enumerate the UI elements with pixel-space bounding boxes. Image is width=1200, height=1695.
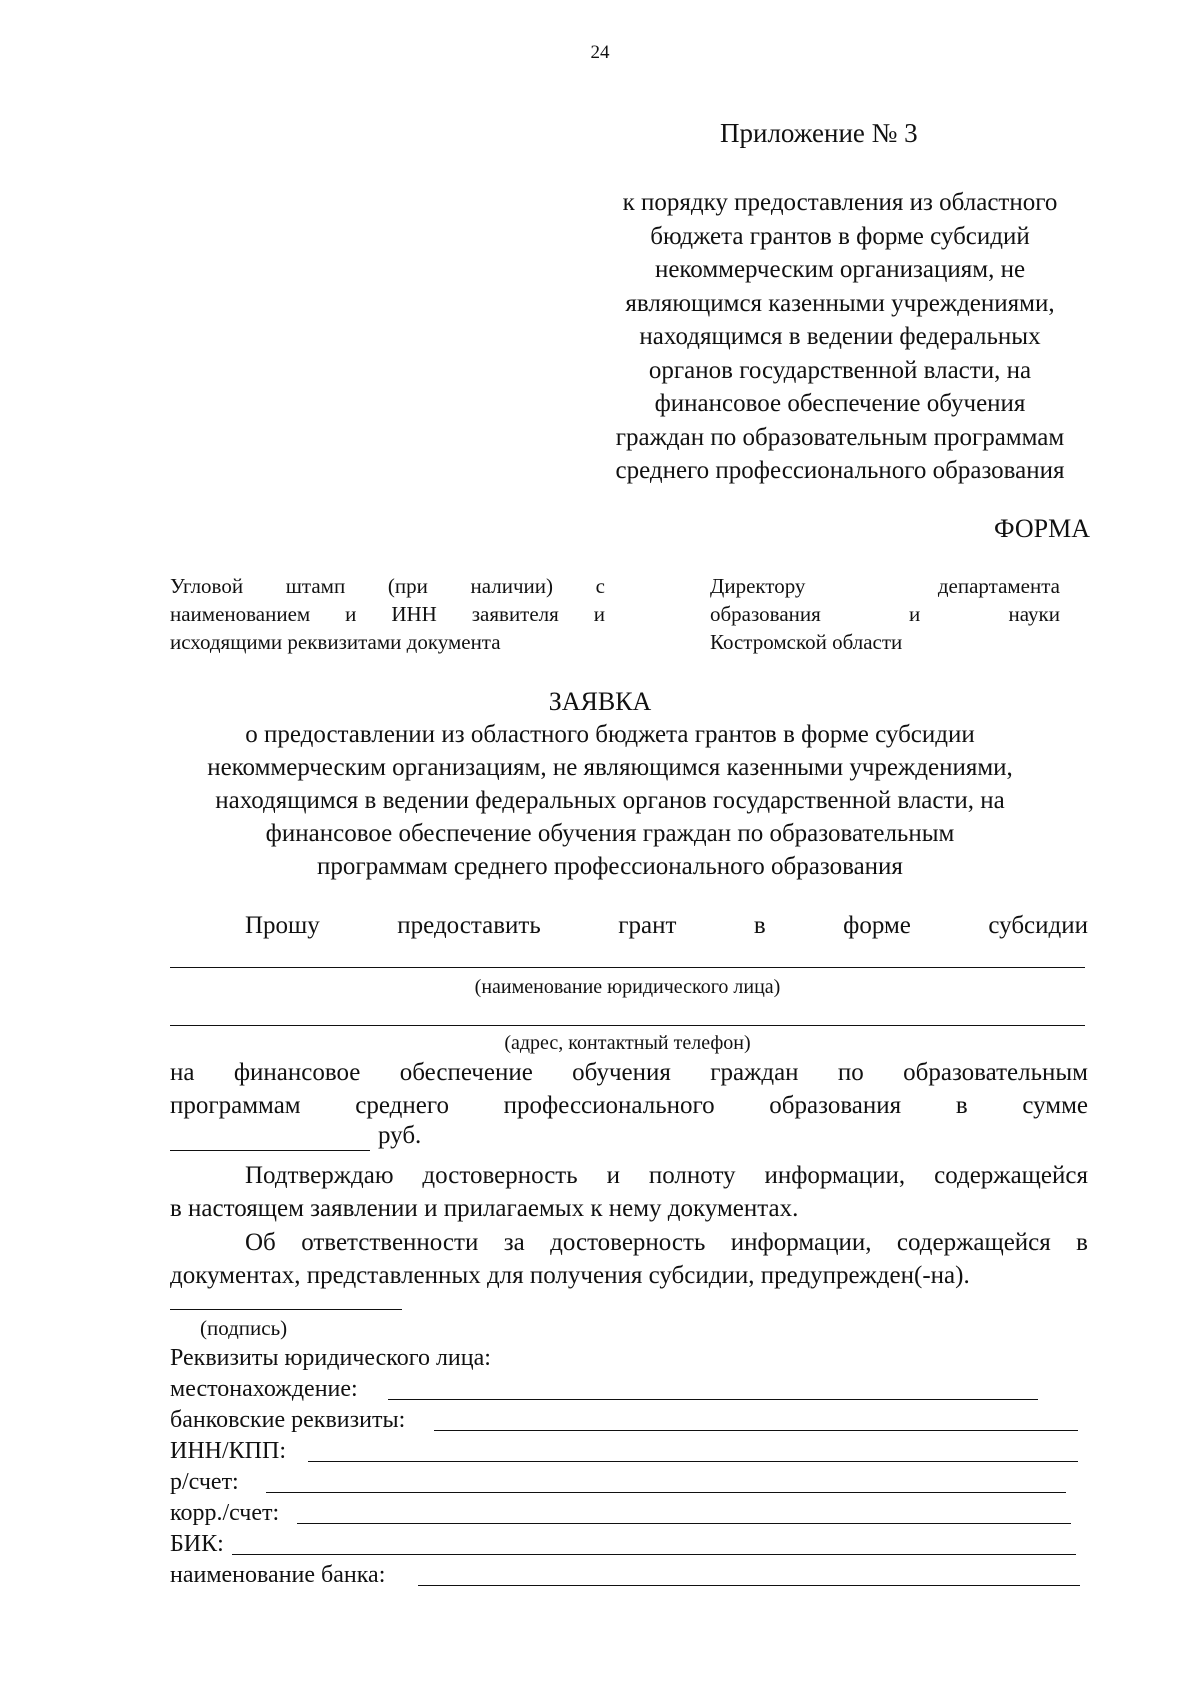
corr-account-field[interactable] (297, 1523, 1071, 1524)
confirm-line: в настоящем заявлении и прилагаемых к нему документах. (170, 1195, 799, 1222)
appendix-description-line: некоммерческим организациям, не (654, 256, 1026, 283)
corner-stamp-line: Угловой штамп (при наличии) с (170, 574, 605, 598)
bik-field[interactable] (232, 1554, 1076, 1555)
inn-kpp-label: ИНН/КПП: (170, 1438, 287, 1464)
bank-details-field[interactable] (434, 1430, 1078, 1431)
ask-line: Прошу предоставить грант в форме субсидии (245, 912, 1088, 939)
amount-field[interactable] (170, 1150, 370, 1151)
request-subtitle-line: финансовое обеспечение обучения граждан по образовательным (265, 820, 955, 847)
account-label: р/счет: (170, 1469, 239, 1495)
request-subtitle-line: некоммерческим организациям, не являющимся казенными учреждениями, (207, 754, 1013, 781)
responsibility-line: Об ответственности за достоверность информации, содержащейся в (245, 1229, 1088, 1256)
form-label: ФОРМА (994, 514, 1090, 543)
signature-caption: (подпись) (200, 1316, 288, 1340)
corner-stamp-line: наименованием и ИНН заявителя и (170, 602, 605, 626)
appendix-description-line: органов государственной власти, на (648, 356, 1032, 384)
legal-name-caption: (наименование юридического лица) (474, 976, 781, 998)
appendix-description-line: являющимся казенными учреждениями, (625, 289, 1055, 317)
addressee (710, 572, 1060, 656)
addressee-line: Костромской области (710, 630, 903, 654)
request-subtitle-line: находящимся в ведении федеральных органов государственной власти, на (215, 787, 1005, 814)
appendix-description-line: финансовое обеспечение обучения (654, 390, 1026, 417)
bik-label: БИК: (170, 1531, 224, 1557)
appendix-description (560, 186, 1120, 488)
account-field[interactable] (266, 1492, 1066, 1493)
responsibility-line: документах, представленных для получения субсидии, предупрежден(-на). (170, 1262, 970, 1289)
purpose-line: на финансовое обеспечение обучения граждан по образовательным (170, 1059, 1088, 1086)
request-title: ЗАЯВКА (548, 687, 652, 716)
addressee-line: Директору департамента (710, 574, 1060, 598)
location-field[interactable] (388, 1399, 1038, 1400)
corr-account-label: корр./счет: (170, 1500, 280, 1526)
inn-kpp-field[interactable] (308, 1461, 1078, 1462)
appendix-description-line: бюджета грантов в форме субсидий (650, 222, 1030, 250)
request-subtitle-line: программам среднего профессионального образования (317, 853, 903, 880)
purpose-line: программам среднего профессионального образования в сумме (170, 1092, 1088, 1119)
address-field[interactable] (170, 1025, 1085, 1026)
appendix-description-line: среднего профессионального образования (615, 457, 1065, 484)
bank-name-field[interactable] (418, 1585, 1080, 1586)
currency-label: руб. (378, 1122, 422, 1149)
appendix-description-line: к порядку предоставления из областного (622, 189, 1058, 216)
request-subtitle (150, 718, 1070, 883)
bank-name-label: наименование банка: (170, 1562, 386, 1588)
addressee-line: образования и науки (710, 602, 1060, 626)
corner-stamp-note (170, 572, 605, 656)
appendix-description-line: находящимся в ведении федеральных (639, 323, 1041, 350)
requisites-heading: Реквизиты юридического лица: (170, 1345, 491, 1371)
corner-stamp-line: исходящими реквизитами документа (170, 630, 501, 654)
signature-field[interactable] (170, 1309, 402, 1310)
location-label: местонахождение: (170, 1376, 358, 1402)
confirm-line: Подтверждаю достоверность и полноту информации, содержащейся (245, 1162, 1088, 1189)
bank-details-label: банковские реквизиты: (170, 1407, 406, 1433)
page-number: 24 (590, 42, 610, 63)
address-caption: (адрес, контактный телефон) (504, 1032, 751, 1054)
appendix-title: Приложение № 3 (720, 118, 918, 148)
request-subtitle-line: о предоставлении из областного бюджета грантов в форме субсидии (245, 721, 975, 748)
appendix-description-line: граждан по образовательным программам (615, 423, 1065, 451)
legal-name-field[interactable] (170, 967, 1085, 968)
